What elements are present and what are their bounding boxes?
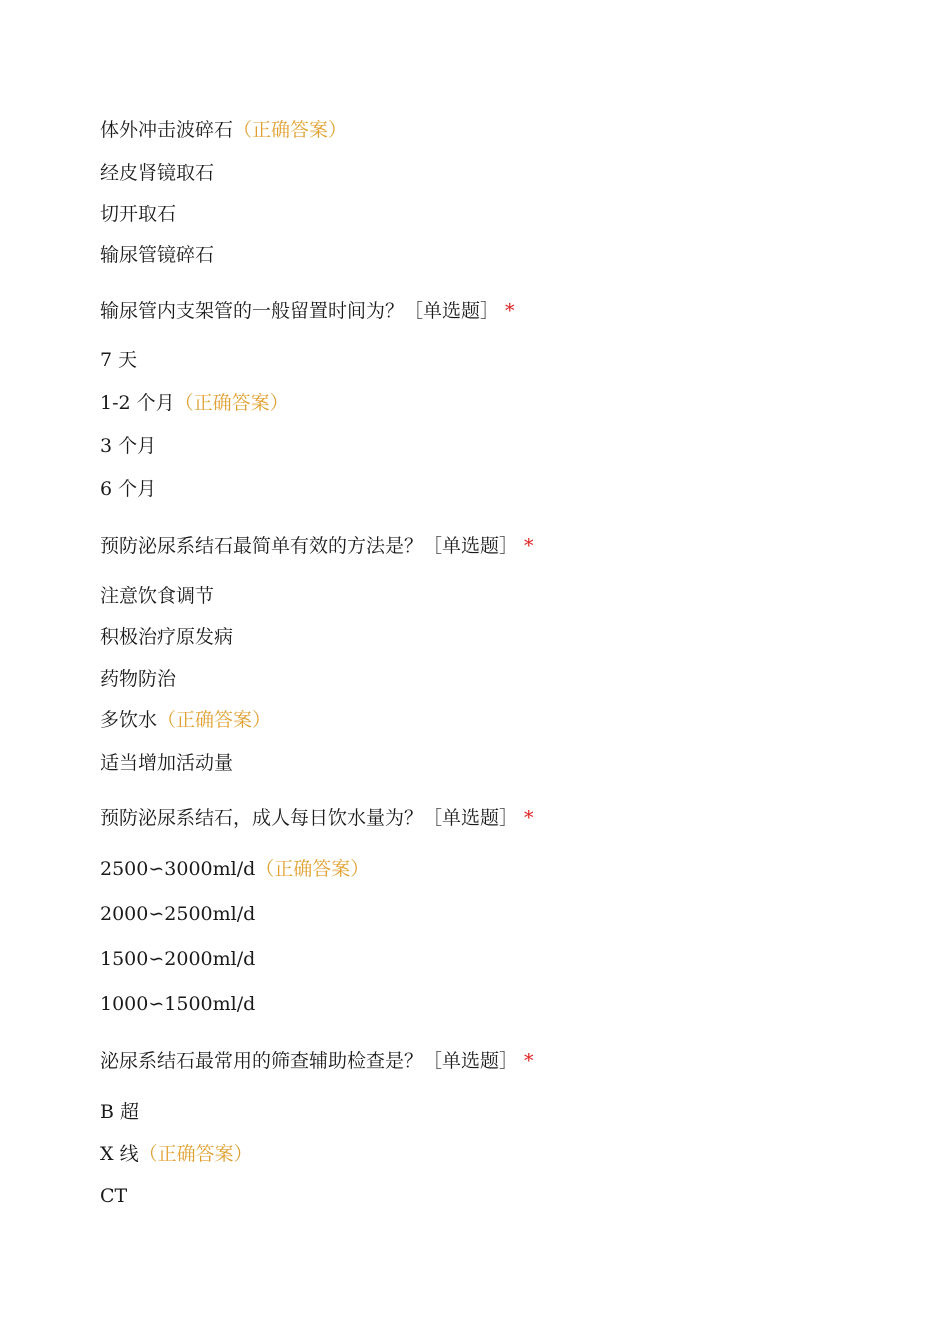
option-text: 多饮水 — [100, 709, 158, 731]
option-text: 3 个月 — [100, 435, 157, 457]
option-text: B 超 — [100, 1101, 140, 1123]
q3-title — [100, 534, 534, 558]
option-text: 7 天 — [100, 349, 138, 371]
required-mark: * — [505, 300, 515, 322]
q1-option-2 — [100, 161, 214, 185]
option-text: 适当增加活动量 — [100, 752, 234, 774]
q3-option-5 — [100, 751, 233, 775]
option-text: 体外冲击波碎石 — [100, 119, 234, 141]
question-text: 预防泌尿系结石，成人每日饮水量为？ — [100, 807, 424, 829]
q5-option-3 — [100, 1184, 127, 1208]
question-type: ［单选题］ — [404, 300, 500, 322]
required-mark: * — [524, 535, 534, 557]
option-text: 药物防治 — [100, 668, 177, 690]
correct-answer-tag: （正确答案） — [233, 119, 348, 141]
question-type: ［单选题］ — [423, 535, 519, 557]
option-text: 1500∽2000ml/d — [100, 948, 256, 970]
q1-option-3 — [100, 202, 176, 226]
correct-answer-tag: （正确答案） — [138, 1143, 253, 1165]
q1-option-4 — [100, 243, 214, 267]
q3-option-1 — [100, 584, 214, 608]
q4-title — [100, 806, 534, 830]
q2-option-3 — [100, 434, 156, 458]
q2-option-2 — [100, 391, 289, 415]
correct-answer-tag: （正确答案） — [157, 709, 272, 731]
option-text: 切开取石 — [100, 203, 177, 225]
question-text: 预防泌尿系结石最简单有效的方法是？ — [100, 535, 424, 557]
q4-option-3 — [100, 947, 255, 971]
option-text: CT — [100, 1185, 128, 1207]
required-mark: * — [524, 1050, 534, 1072]
question-type: ［单选题］ — [423, 807, 519, 829]
q3-option-4 — [100, 708, 271, 732]
option-text: 6 个月 — [100, 478, 157, 500]
option-text: 经皮肾镜取石 — [100, 162, 215, 184]
q2-title — [100, 299, 515, 323]
q5-title — [100, 1049, 534, 1073]
q4-option-1 — [100, 857, 369, 881]
q2-option-4 — [100, 477, 156, 501]
option-text: 注意饮食调节 — [100, 585, 215, 607]
q3-option-2 — [100, 625, 233, 649]
q5-option-2 — [100, 1142, 253, 1166]
q4-option-2 — [100, 902, 255, 926]
q4-option-4 — [100, 992, 255, 1016]
option-text: 输尿管镜碎石 — [100, 244, 215, 266]
question-text: 输尿管内支架管的一般留置时间为？ — [100, 300, 405, 322]
q2-option-1 — [100, 348, 137, 372]
option-text: 1-2 个月 — [100, 392, 175, 414]
option-text: X 线 — [100, 1143, 139, 1165]
option-text: 1000∽1500ml/d — [100, 993, 256, 1015]
option-text: 2000∽2500ml/d — [100, 903, 256, 925]
required-mark: * — [524, 807, 534, 829]
q3-option-3 — [100, 667, 176, 691]
question-type: ［单选题］ — [423, 1050, 519, 1072]
option-text: 2500∽3000ml/d — [100, 858, 256, 880]
correct-answer-tag: （正确答案） — [174, 392, 289, 414]
option-text: 积极治疗原发病 — [100, 626, 234, 648]
question-text: 泌尿系结石最常用的筛查辅助检查是？ — [100, 1050, 424, 1072]
correct-answer-tag: （正确答案） — [255, 858, 370, 880]
q5-option-1 — [100, 1100, 139, 1124]
q1-option-1 — [100, 118, 347, 142]
